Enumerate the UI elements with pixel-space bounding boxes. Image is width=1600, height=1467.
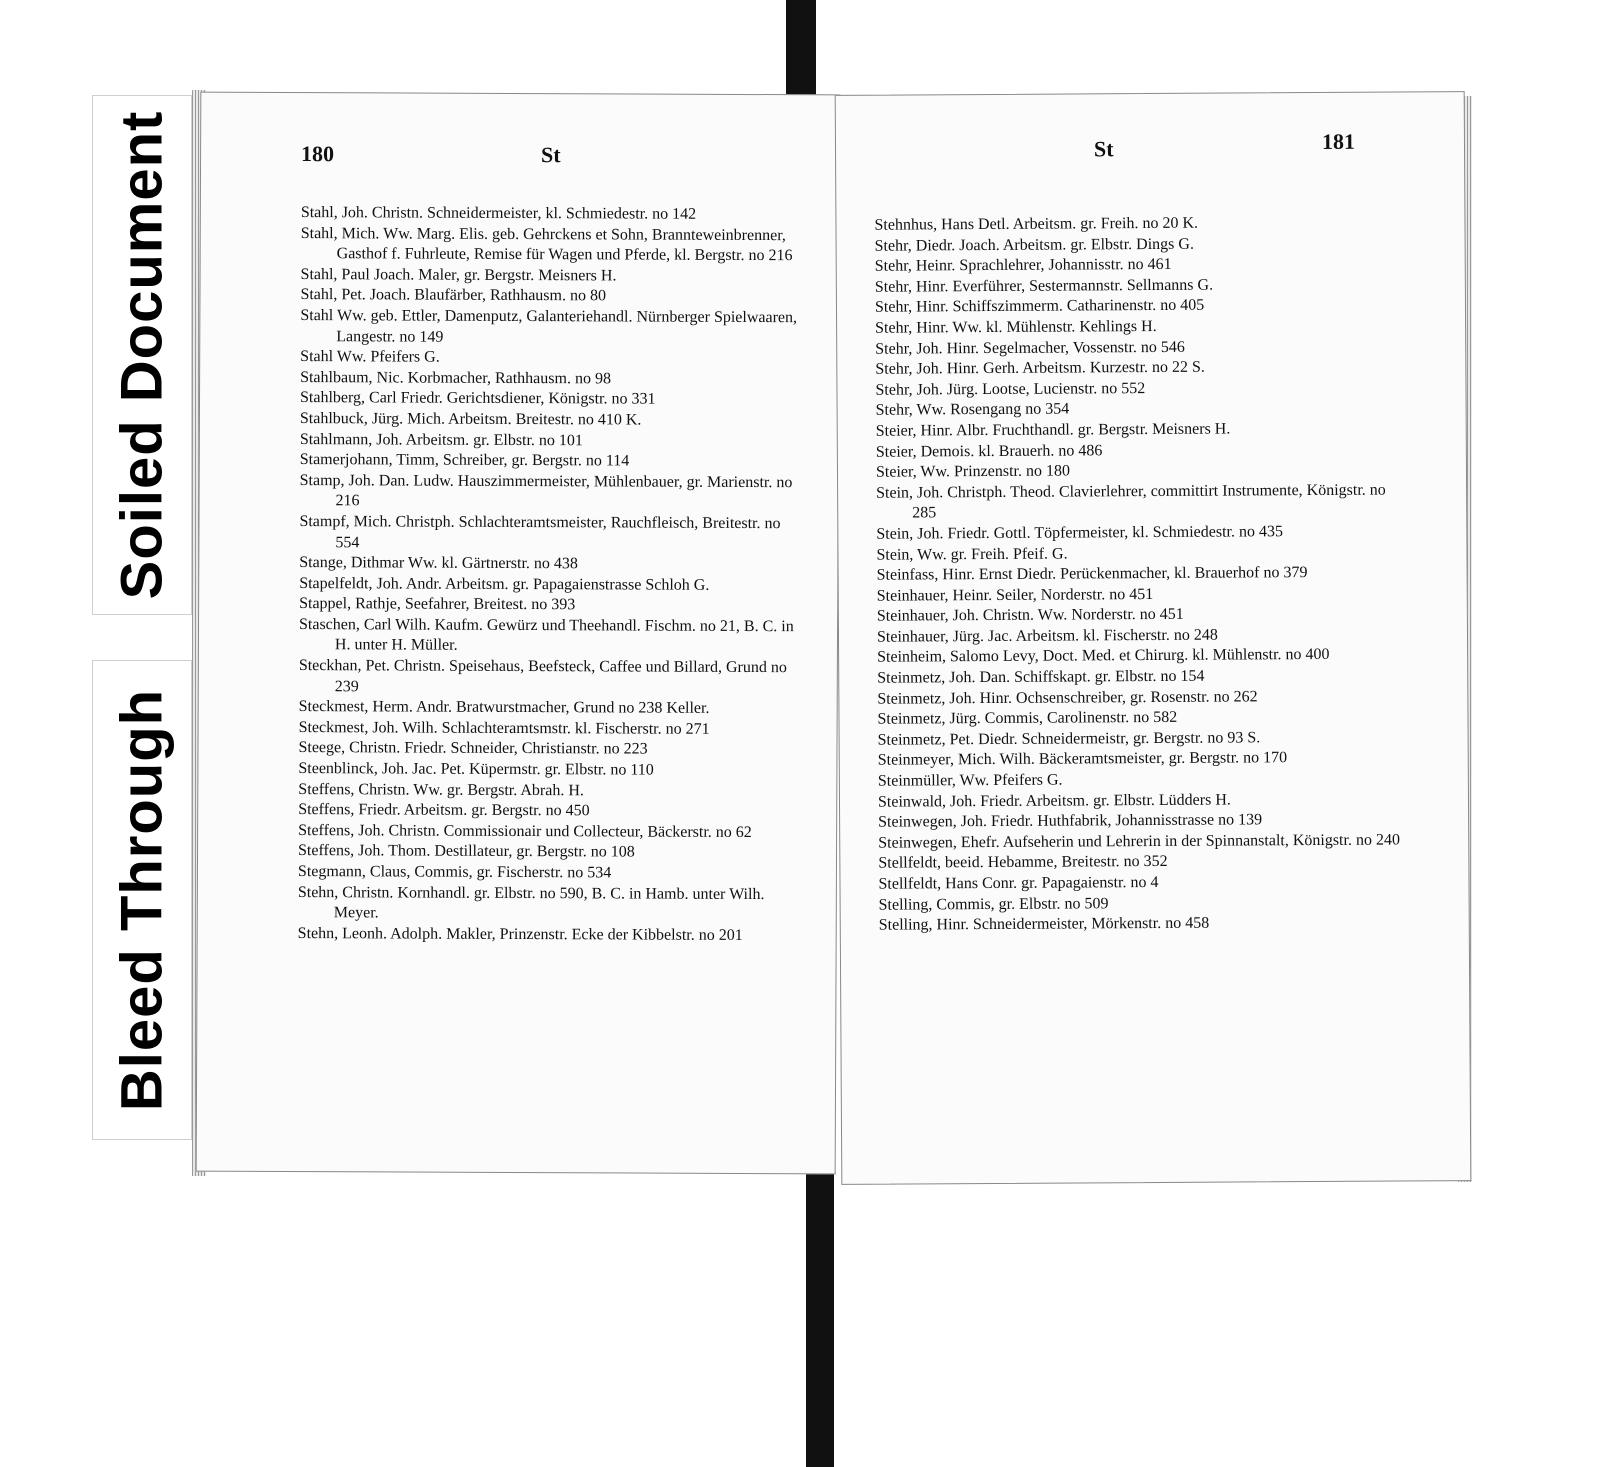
directory-entry: Stehr, Joh. Hinr. Segelmacher, Vossenstr. no 546	[875, 338, 1185, 358]
right-entries	[874, 212, 1403, 936]
directory-entry: Stein, Ww. gr. Freih. Pfeif. G.	[876, 545, 1068, 564]
directory-entry: Stehr, Ww. Rosengang no 354	[875, 400, 1070, 420]
directory-entry: Stahlbuck, Jürg. Mich. Arbeitsm. Breitestr. no 410 K.	[299, 409, 642, 429]
directory-entry: Stahlberg, Carl Friedr. Gerichtsdiener, Königstr. no 331	[299, 389, 656, 408]
directory-entry: Steinmüller, Ww. Pfeifers G.	[877, 771, 1063, 790]
binding-strip-top	[786, 0, 816, 100]
directory-entry: Steier, Ww. Prinzenstr. no 180	[875, 462, 1071, 481]
directory-entry: Stelling, Hinr. Schneidermeister, Mörkenstr. no 458	[878, 914, 1210, 934]
directory-entry: Stellfeldt, Hans Conr. gr. Papagaienstr. no 4	[878, 873, 1159, 893]
left-page-number: 180	[301, 141, 335, 167]
directory-entry: Steinmetz, Pet. Diedr. Schneidermeistr, gr. Bergstr. no 93 S.	[877, 729, 1261, 749]
directory-entry: Steinhauer, Heinr. Seiler, Norderstr. no 451	[876, 585, 1154, 605]
directory-entry: Stampf, Mich. Christph. Schlachteramtsmeister, Rauchfleisch, Breitestr. no 554	[299, 512, 781, 551]
soiled-document-label: Soiled Document	[109, 110, 175, 600]
directory-entry: Stehr, Hinr. Schiffszimmerm. Catharinenstr. no 405	[874, 297, 1205, 317]
directory-entry: Stahlbaum, Nic. Korbmacher, Rathhausm. no 98	[300, 368, 612, 388]
directory-entry: Stahl, Pet. Joach. Blaufärber, Rathhausm. no 80	[300, 286, 607, 305]
directory-entry: Steinhauer, Joh. Christn. Ww. Norderstr. no 451	[876, 606, 1184, 625]
directory-entry: Steinmeyer, Mich. Wilh. Bäckeramtsmeister, gr. Bergstr. no 170	[877, 749, 1288, 770]
directory-entry: Steckmest, Joh. Wilh. Schlachteramtsmstr. kl. Fischerstr. no 271	[298, 718, 710, 738]
directory-entry: Stapelfeldt, Joh. Andr. Arbeitsm. gr. Papagaienstrasse Schloh G.	[299, 574, 710, 594]
directory-entry: Steinhauer, Jürg. Jac. Arbeitsm. kl. Fischerstr. no 248	[876, 626, 1218, 646]
directory-entry: Stehr, Hinr. Ww. kl. Mühlenstr. Kehlings H.	[875, 317, 1157, 337]
bleed-through-marker	[92, 660, 192, 1140]
directory-entry: Steckmest, Herm. Andr. Bratwurstmacher, Grund no 238 Keller.	[298, 698, 710, 718]
directory-entry: Stahl Ww. geb. Ettler, Damenputz, Galanteriehandl. Nürnberger Spielwaaren, Langestr. no 149	[300, 307, 798, 346]
directory-entry: Stein, Joh. Friedr. Gottl. Töpfermeister, kl. Schmiedestr. no 435	[876, 523, 1283, 543]
directory-entry: Stegmann, Claus, Commis, gr. Fischerstr. no 534	[297, 863, 612, 882]
directory-entry: Steinfass, Hinr. Ernst Diedr. Perückenmacher, kl. Brauerhof no 379	[876, 564, 1308, 584]
directory-entry: Stahl, Joh. Christn. Schneidermeister, kl. Schmiedestr. no 142	[300, 204, 697, 223]
directory-entry: Steinmetz, Joh. Dan. Schiffskapt. gr. Elbstr. no 154	[877, 667, 1205, 687]
binding-strip-bottom	[806, 1160, 834, 1467]
directory-entry: Steffens, Christn. Ww. gr. Bergstr. Abrah. H.	[298, 780, 584, 799]
directory-entry: Stamp, Joh. Dan. Ludw. Hauszimmermeister, Mühlenbauer, gr. Marienstr. no 216	[299, 471, 793, 510]
left-page	[196, 92, 841, 1175]
directory-entry: Steege, Christn. Friedr. Schneider, Christianstr. no 223	[298, 739, 648, 759]
directory-entry: Stelling, Commis, gr. Elbstr. no 509	[878, 894, 1109, 914]
directory-entry: Steier, Demois. kl. Brauerh. no 486	[875, 441, 1103, 461]
directory-entry: Stellfeldt, beeid. Hebamme, Breitestr. no 352	[878, 853, 1168, 873]
directory-entry: Stahlmann, Joh. Arbeitsm. gr. Elbstr. no 101	[299, 430, 583, 449]
soiled-document-marker	[92, 95, 192, 615]
right-page-number: 181	[1321, 128, 1356, 154]
directory-entry: Steinwegen, Joh. Friedr. Huthfabrik, Johannisstrasse no 139	[878, 811, 1263, 831]
directory-entry: Stange, Dithmar Ww. kl. Gärtnerstr. no 438	[299, 554, 578, 573]
left-page-header: St	[541, 142, 561, 168]
directory-entry: Steffens, Friedr. Arbeitsm. gr. Bergstr. no 450	[298, 801, 590, 820]
directory-entry: Steinwegen, Ehefr. Aufseherin und Lehrerin in der Spinnanstalt, Königstr. no 240	[878, 831, 1400, 852]
directory-entry: Stehr, Heinr. Sprachlehrer, Johannisstr. no 461	[874, 256, 1172, 275]
directory-entry: Stein, Joh. Christph. Theod. Clavierlehrer, committirt Instrumente, Königstr. no 285	[876, 481, 1386, 522]
directory-entry: Stehnhus, Hans Detl. Arbeitsm. gr. Freih. no 20 K.	[874, 214, 1199, 234]
directory-entry: Steenblinck, Joh. Jac. Pet. Küpermstr. gr. Elbstr. no 110	[298, 760, 654, 779]
directory-entry: Steinmetz, Joh. Hinr. Ochsenschreiber, gr. Rosenstr. no 262	[877, 688, 1258, 708]
directory-entry: Steinmetz, Jürg. Commis, Carolinenstr. no 582	[877, 709, 1178, 728]
directory-entry: Steckhan, Pet. Christn. Speisehaus, Beefsteck, Caffee und Billard, Grund no 239	[298, 657, 787, 695]
directory-entry: Steinheim, Salomo Levy, Doct. Med. et Chirurg. kl. Mühlenstr. no 400	[877, 646, 1330, 667]
bleed-through-label: Bleed Through	[109, 688, 175, 1112]
directory-entry: Stahl, Paul Joach. Maler, gr. Bergstr. Meisners H.	[300, 265, 617, 285]
right-page-header: St	[1093, 136, 1114, 162]
directory-entry: Stahl Ww. Pfeifers G.	[300, 348, 440, 366]
directory-entry: Stehr, Joh. Hinr. Gerh. Arbeitsm. Kurzestr. no 22 S.	[875, 358, 1205, 378]
directory-entry: Steffens, Joh. Thom. Destillateur, gr. Bergstr. no 108	[298, 842, 635, 861]
directory-entry: Stappel, Rathje, Seefahrer, Breitest. no 393	[299, 595, 576, 614]
directory-entry: Stamerjohann, Timm, Schreiber, gr. Bergstr. no 114	[299, 451, 630, 470]
directory-entry: Steffens, Joh. Christn. Commissionair und Collecteur, Bäckerstr. no 62	[298, 821, 752, 841]
directory-entry: Staschen, Carl Wilh. Kaufm. Gewürz und Theehandl. Fischm. no 21, B. C. in H. unter H. Müller.	[298, 615, 794, 655]
directory-entry: Stehn, Leonh. Adolph. Makler, Prinzenstr. Ecke der Kibbelstr. no 201	[297, 924, 743, 944]
right-page	[835, 91, 1472, 1185]
left-entries	[298, 203, 806, 947]
directory-entry: Steier, Hinr. Albr. Fruchthandl. gr. Bergstr. Meisners H.	[875, 420, 1231, 440]
directory-entry: Stehr, Diedr. Joach. Arbeitsm. gr. Elbstr. Dings G.	[874, 235, 1194, 255]
directory-entry: Stehr, Hinr. Everführer, Sestermannstr. Sellmanns G.	[874, 276, 1214, 296]
directory-entry: Stahl, Mich. Ww. Marg. Elis. geb. Gehrckens et Sohn, Brannteweinbrenner, Gasthof f. Fuhrleute, Remise für Wagen und Pferde, kl. Bergstr. no 216	[300, 224, 793, 265]
directory-entry: Stehr, Joh. Jürg. Lootse, Lucienstr. no 552	[875, 379, 1146, 399]
directory-entry: Steinwald, Joh. Friedr. Arbeitsm. gr. Elbstr. Lüdders H.	[877, 791, 1231, 811]
directory-entry: Stehn, Christn. Kornhandl. gr. Elbstr. no 590, B. C. in Hamb. unter Wilh. Meyer.	[297, 883, 765, 922]
